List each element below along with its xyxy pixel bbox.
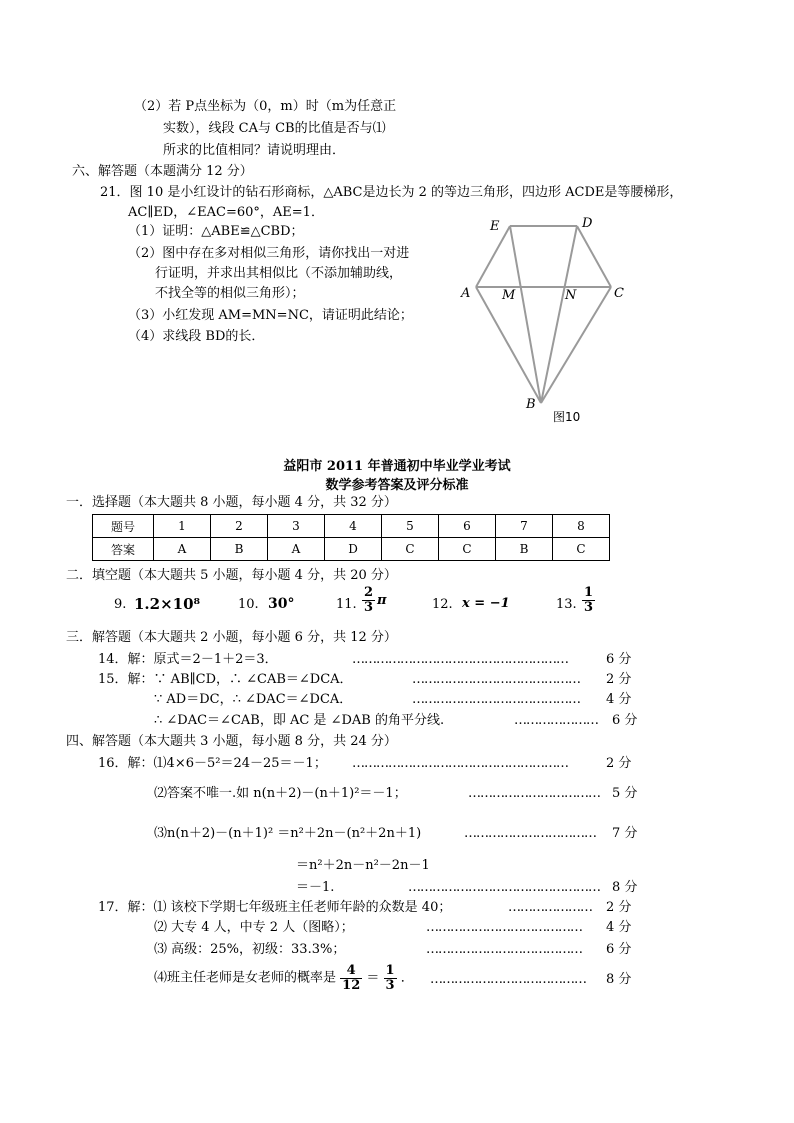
q16-score1: 2 分 [606,756,632,771]
q17-score3: 6 分 [606,942,632,957]
q15-score2: 4 分 [606,692,632,707]
q12-number: 12. [432,597,453,612]
table-header-label: 题号 [93,515,154,538]
q10-number: 10. [238,597,259,612]
q12-answer: x = −1 [462,596,510,611]
q17-dots2: ………………………………… [426,920,582,935]
q21-line2: AC∥ED，∠EAC=60°，AE=1． [128,205,324,220]
q21-sub1: （1）证明：△ABE≌△CBD； [128,224,304,239]
segment-AE [476,226,510,287]
q16-line5: ＝－1. [296,880,335,895]
q16-score3: 7 分 [612,826,638,841]
q17-score1: 2 分 [606,900,632,915]
label-A: A [461,286,471,301]
q13-answer: $\frac{1}{3}$ [584,585,594,615]
q14-dots: ……………………………………………… [352,652,568,667]
q20-part2-line3: 所求的比值相同？请说明理由． [163,143,346,158]
label-D: D [582,216,593,231]
segment-CB [541,287,611,403]
q17-line4: ⑷班主任老师是女老师的概率是 $\frac{4}{12}$ ＝ $\frac{1}{3}$ ． [154,963,414,993]
section4-heading: 四、解答题（本大题共 3 小题，每小题 8 分，共 24 分） [66,734,397,749]
q21-sub2b: 行证明，并求出其相似比（不添加辅助线， [155,266,403,281]
figure-caption: 图10 [553,410,581,424]
q17-dots4: ………………………………… [430,972,586,987]
q15-line3: ∴ ∠DAC＝∠CAB，即 AC 是 ∠DAB 的角平分线. [154,713,445,728]
q14-solution: 14．解：原式＝2－1＋2＝3． [98,652,278,667]
table-row: 答案 A B A D C C B C [93,538,610,561]
label-N: N [565,288,577,303]
q15-score1: 2 分 [606,672,632,687]
q11-answer: $\frac{2}{3}$ π [364,585,387,615]
q21-sub4: （4）求线段 BD的长． [128,329,265,344]
answer-key-subtitle: 数学参考答案及评分标准 [325,478,469,493]
q15-dots2: …………………………………… [412,692,580,707]
segment-DB [541,226,577,403]
label-C: C [614,286,624,301]
q13-number: 13. [556,597,577,612]
q15-line1: 15．解：∵ AB∥CD，∴ ∠CAB＝∠DCA． [98,672,353,687]
section6-heading: 六、解答题（本题满分 12 分） [72,164,253,179]
section1-heading: 一．选择题（本大题共 8 小题，每小题 4 分，共 32 分） [66,495,397,510]
q15-dots1: …………………………………… [412,672,580,687]
table-answer-label: 答案 [93,538,154,561]
q17-dots3: ………………………………… [426,942,582,957]
q17-line1: 17．解：⑴ 该校下学期七年级班主任老师年龄的众数是 40； [98,900,452,915]
section3-heading: 三．解答题（本大题共 2 小题，每小题 6 分，共 12 分） [66,630,397,645]
q21-sub3: （3）小红发现 AM=MN=NC，请证明此结论； [128,308,413,323]
label-B: B [526,397,536,412]
q9-number: 9. [114,597,127,612]
label-M: M [502,288,516,303]
q21-sub2a: （2）图中存在多对相似三角形，请你找出一对进 [128,246,410,261]
answer-key-title: 益阳市 2011 年普通初中毕业学业考试 [283,459,511,474]
q15-score3: 6 分 [612,713,638,728]
q21-line1: 21．图 10 是小红设计的钻石形商标，△ABC是边长为 2 的等边三角形，四边形 ACDE是等腰梯形， [100,185,683,200]
q16-dots1: ……………………………………………… [352,756,568,771]
q17-score4: 8 分 [606,972,632,987]
q14-score: 6 分 [606,652,632,667]
q16-score2: 5 分 [612,786,638,801]
choice-answer-table [92,514,610,561]
q16-line1: 16．解：⑴4×6－5²＝24－25＝－1； [98,756,327,771]
label-E: E [490,219,500,234]
q16-dots5: ………………………………………… [408,880,600,895]
section2-heading: 二．填空题（本大题共 5 小题，每小题 4 分，共 20 分） [66,568,397,583]
q15-line2: ∵ AD＝DC，∴ ∠DAC＝∠DCA． [154,692,353,707]
q10-answer: 30° [268,596,295,612]
q16-score5: 8 分 [612,880,638,895]
q16-line2: ⑵答案不唯一.如 n(n＋2)－(n＋1)²＝－1； [154,786,407,801]
q17-line2: ⑵ 大专 4 人，中专 2 人（图略）； [154,920,354,935]
q17-dots1: ………………… [508,900,592,915]
q11-number: 11. [336,597,357,612]
q20-part2-line1: （2）若 P点坐标为（0，m）时（m为任意正 [134,99,397,114]
q21-sub2c: 不找全等的相似三角形）； [155,286,305,301]
q16-line4: ＝n²＋2n－n²－2n－1 [296,858,430,873]
q16-dots3: …………………………… [464,826,596,841]
q17-score2: 4 分 [606,920,632,935]
q20-part2-line2: 实数），线段 CA与 CB的比值是否与⑴ [163,121,386,136]
segment-CD [577,226,611,287]
q16-line3: ⑶n(n＋2)－(n＋1)² ＝n²＋2n－(n²＋2n＋1) [154,826,422,841]
q9-answer: 1.2×10⁸ [134,595,201,613]
q15-dots3: ………………… [514,713,598,728]
q17-line3: ⑶ 高级：25%，初级：33.3%； [154,942,346,957]
q16-dots2: …………………………… [468,786,600,801]
table-row: 题号 1 2 3 4 5 6 7 8 [93,515,610,538]
